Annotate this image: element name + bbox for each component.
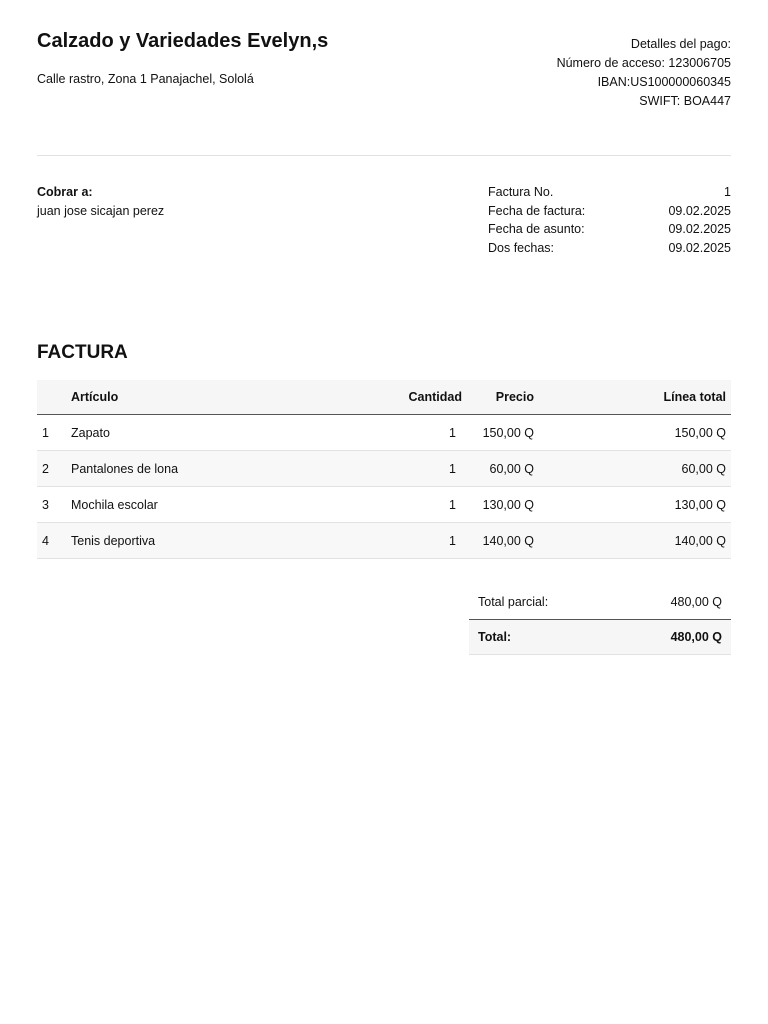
row-index: 2 [37,451,66,487]
invoice-meta-value: 1 [724,185,731,199]
invoice-meta-label: Dos fechas: [488,240,555,255]
table-row [37,487,731,523]
column-header-index [37,380,66,415]
row-price: 60,00 Q [467,451,539,487]
totals-block [469,584,731,655]
row-item: Zapato [66,415,361,451]
row-qty: 1 [361,523,467,559]
row-total: 60,00 Q [539,451,731,487]
customer-name: juan jose sicajan perez [37,204,165,218]
column-header-item: Artículo [66,380,361,415]
column-header-qty: Cantidad [361,380,467,415]
payment-details [557,35,731,111]
total-label: Total: [478,630,512,644]
payment-swift: SWIFT: BOA447 [639,94,731,108]
row-price: 150,00 Q [467,415,539,451]
row-item: Tenis deportiva [66,523,361,559]
payment-iban: IBAN:US100000060345 [597,75,731,89]
payment-account-number: Número de acceso: 123006705 [556,56,731,70]
row-price: 130,00 Q [467,487,539,523]
column-header-total: Línea total [539,380,731,415]
invoice-meta-row [488,239,731,258]
invoice-meta-row [488,220,731,239]
invoice-meta [488,183,731,257]
row-qty: 1 [361,487,467,523]
invoice-meta-value: 09.02.2025 [668,240,731,255]
invoice-meta-value: 09.02.2025 [668,222,731,236]
row-price: 140,00 Q [467,523,539,559]
subtotal-label: Total parcial: [478,594,549,609]
company-name: Calzado y Variedades Evelyn,s [37,30,329,52]
invoice-meta-label: Fecha de factura: [488,203,586,218]
company-address: Calle rastro, Zona 1 Panajachel, Sololá [37,72,254,86]
table-row [37,451,731,487]
invoice-meta-row [488,183,731,202]
bill-to [37,183,164,221]
bill-to-label: Cobrar a: [37,185,93,199]
table-row [37,415,731,451]
row-item: Pantalones de lona [66,451,361,487]
invoice-meta-row [488,202,731,221]
invoice-meta-label: Factura No. [488,185,554,199]
row-index: 1 [37,415,66,451]
invoice-page [37,0,731,1024]
column-header-price: Precio [467,380,539,415]
table-row [37,523,731,559]
subtotal-value: 480,00 Q [670,594,722,609]
table-header-row [37,380,731,415]
payment-details-title: Detalles del pago: [630,37,731,51]
header-divider [37,155,731,156]
row-total: 140,00 Q [539,523,731,559]
row-qty: 1 [361,451,467,487]
subtotal-row [469,584,731,620]
row-index: 3 [37,487,66,523]
row-index: 4 [37,523,66,559]
total-value: 480,00 Q [670,630,722,644]
items-table [37,380,731,559]
row-qty: 1 [361,415,467,451]
row-item: Mochila escolar [66,487,361,523]
total-row [469,620,731,655]
invoice-meta-value: 09.02.2025 [668,203,731,218]
row-total: 130,00 Q [539,487,731,523]
document-title: FACTURA [37,342,128,363]
row-total: 150,00 Q [539,415,731,451]
invoice-meta-label: Fecha de asunto: [488,222,585,236]
